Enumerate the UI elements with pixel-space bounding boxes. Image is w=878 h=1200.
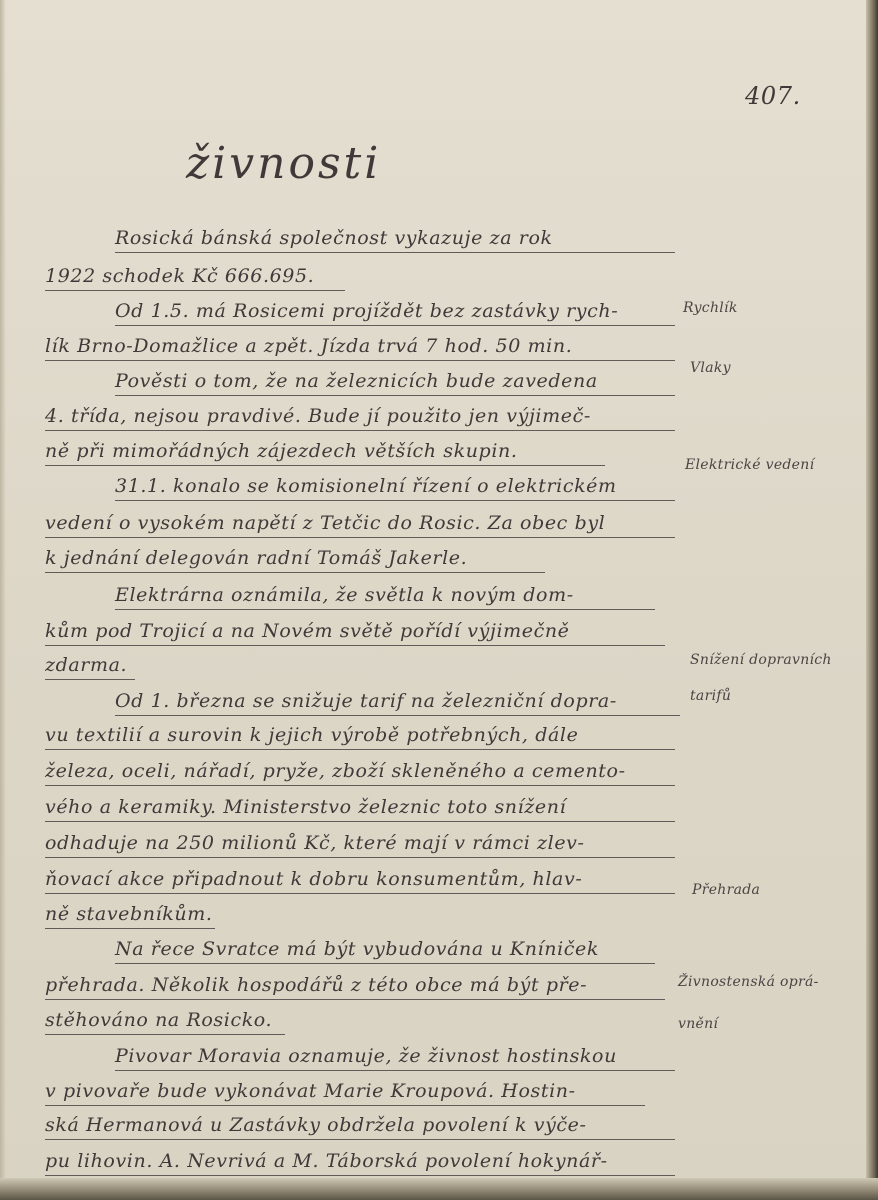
text-line-2: 1922 schodek Kč 666.695. — [45, 265, 315, 287]
underline — [115, 252, 675, 253]
text-line-4: lík Brno-Domažlice a zpět. Jízda trvá 7 hod. 50 min. — [45, 335, 573, 357]
text-line-17: vého a keramiky. Ministerstvo železnic toto snížení — [45, 796, 567, 818]
underline — [115, 963, 655, 964]
underline — [45, 645, 665, 646]
text-line-6: 4. třída, nejsou pravdivé. Bude jí použito jen výjimeč- — [45, 405, 591, 427]
text-line-14: Od 1. března se snižuje tarif na železniční dopra- — [115, 690, 617, 712]
underline — [45, 928, 215, 929]
page-title: živnosti — [186, 138, 382, 189]
text-line-15: vu textilií a surovin k jejich výrobě potřebných, dále — [45, 724, 579, 746]
text-line-5: Pověsti o tom, že na železnicích bude zavedena — [115, 370, 598, 392]
text-line-7: ně při mimořádných zájezdech větších skupin. — [45, 440, 518, 462]
underline — [45, 999, 665, 1000]
margin-note-snizeni: Snížení dopravních — [690, 652, 832, 668]
underline — [45, 572, 545, 573]
underline — [45, 1034, 285, 1035]
text-line-1: Rosická bánská společnost vykazuje za rok — [115, 227, 553, 249]
text-line-22: přehrada. Několik hospodářů z této obce má být pře- — [45, 974, 588, 996]
text-line-19: ňovací akce připadnout k dobru konsumentům, hlav- — [45, 868, 583, 890]
margin-note-prehrada: Přehrada — [692, 882, 761, 898]
margin-note-elektricke-vedeni: Elektrické vedení — [685, 457, 815, 473]
text-line-8: 31.1. konalo se komisionelní řízení o elektrickém — [115, 475, 617, 497]
underline — [115, 1070, 675, 1071]
text-line-25: v pivovaře bude vykonávat Marie Kroupová. Hostin- — [45, 1080, 576, 1102]
underline — [45, 360, 675, 361]
margin-note-zivnostenska: Živnostenská oprá- — [678, 974, 819, 990]
text-line-23: stěhováno na Rosicko. — [45, 1009, 273, 1031]
underline — [45, 821, 675, 822]
underline — [115, 500, 675, 501]
text-line-3: Od 1.5. má Rosicemi projíždět bez zastávky rych- — [115, 300, 619, 322]
margin-note-rychlik: Rychlík — [683, 300, 738, 316]
margin-note-vlaky: Vlaky — [690, 360, 731, 376]
text-line-16: železa, oceli, nářadí, pryže, zboží skleněného a cemento- — [45, 760, 626, 782]
text-line-27: pu lihovin. A. Nevrivá a M. Táborská povolení hokynář- — [45, 1150, 608, 1172]
underline — [45, 1105, 645, 1106]
underline — [115, 715, 680, 716]
underline — [45, 1175, 675, 1176]
underline — [115, 395, 675, 396]
underline — [45, 1139, 675, 1140]
underline — [45, 749, 675, 750]
underline — [115, 609, 655, 610]
underline — [115, 325, 675, 326]
margin-note-tarifu: tarifů — [690, 688, 732, 704]
underline — [45, 465, 605, 466]
underline — [45, 430, 675, 431]
text-line-12: kům pod Trojicí a na Novém světě pořídí výjimečně — [45, 620, 570, 642]
underline — [45, 290, 345, 291]
page-left-shadow — [0, 0, 6, 1200]
page-number: 407. — [745, 82, 801, 110]
text-line-20: ně stavebníkům. — [45, 903, 213, 925]
page-bottom-edge — [0, 1178, 878, 1200]
underline — [45, 537, 675, 538]
text-line-9: vedení o vysokém napětí z Tetčic do Rosic. Za obec byl — [45, 512, 606, 534]
underline — [45, 785, 675, 786]
text-line-26: ská Hermanová u Zastávky obdržela povolení k výče- — [45, 1114, 587, 1136]
text-line-18: odhaduje na 250 milionů Kč, které mají v rámci zlev- — [45, 832, 585, 854]
text-line-11: Elektrárna oznámila, že světla k novým dom- — [115, 584, 574, 606]
underline — [45, 893, 675, 894]
text-line-13: zdarma. — [45, 654, 128, 676]
underline — [45, 857, 675, 858]
page-right-edge — [866, 0, 878, 1200]
text-line-21: Na řece Svratce má být vybudována u Kníniček — [115, 938, 599, 960]
margin-note-opravneni: vnění — [678, 1016, 719, 1032]
underline — [45, 679, 135, 680]
text-line-10: k jednání delegován radní Tomáš Jakerle. — [45, 547, 468, 569]
text-line-24: Pivovar Moravia oznamuje, že živnost hostinskou — [115, 1045, 617, 1067]
